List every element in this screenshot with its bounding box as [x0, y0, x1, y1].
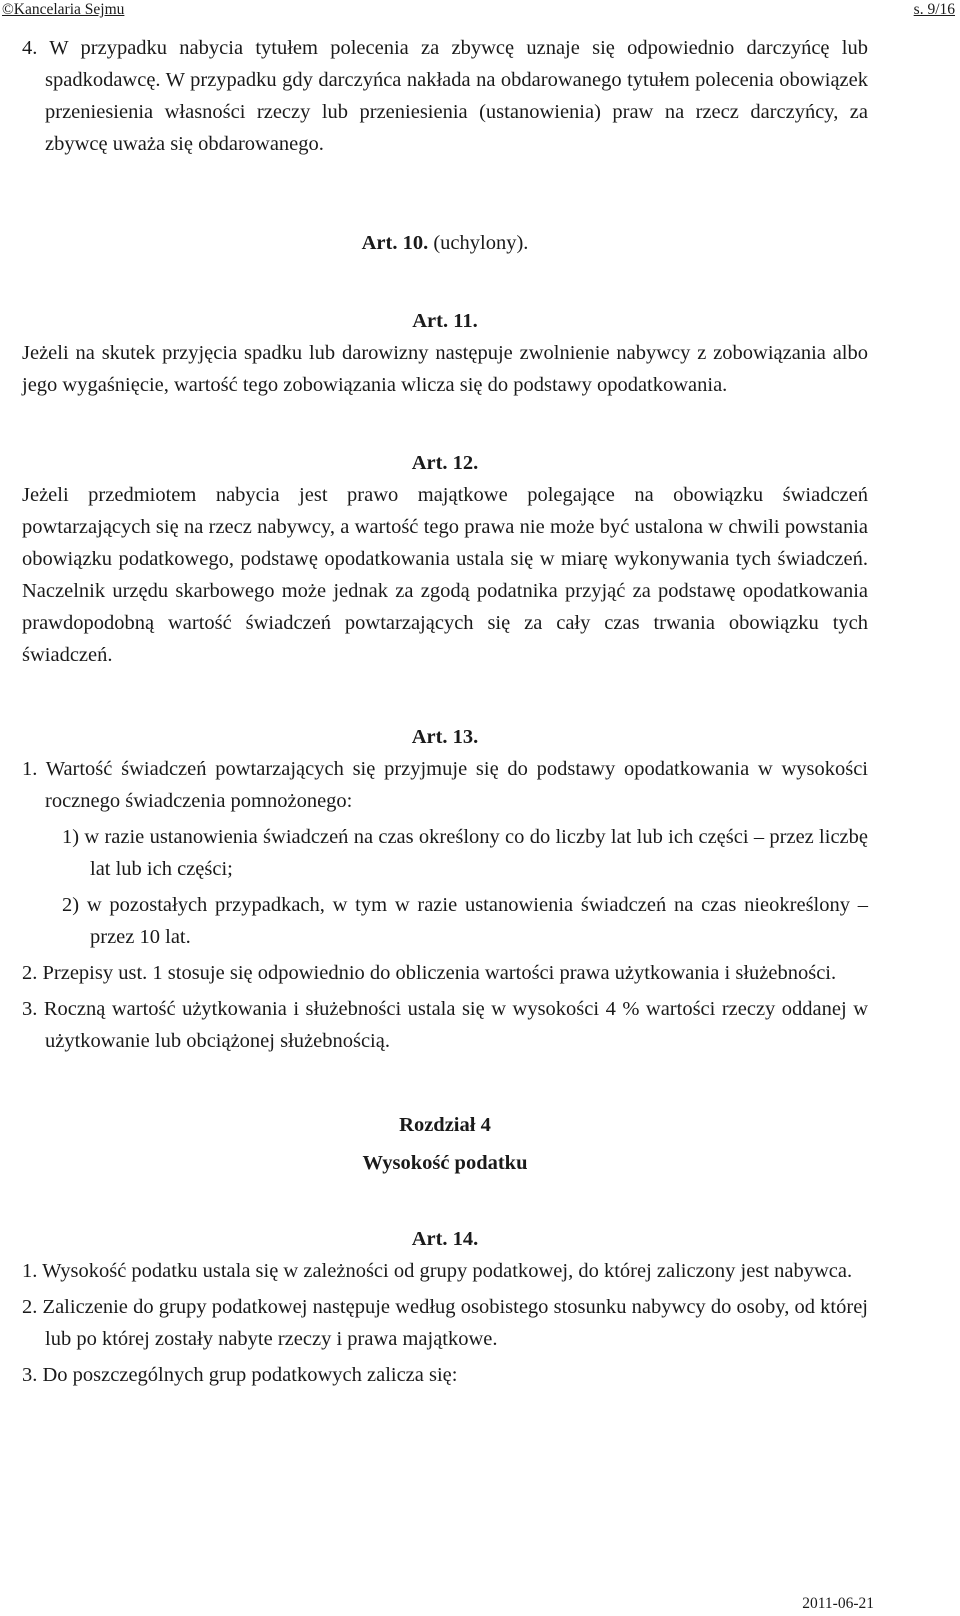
page-header — [0, 0, 960, 22]
article-14-heading: Art. 14. — [411, 1228, 479, 1250]
article-13-paragraph-1: 1. Wartość świadczeń powtarzających się przyjmuje się do podstawy opodatkowania w wysokości rocznego świadczenia pomnożonego: — [22, 758, 868, 812]
article-10-label: Art. 10. — [361, 232, 429, 254]
article-13-paragraph-2: 2. Przepisy ust. 1 stosuje się odpowiednio do obliczenia wartości prawa użytkowania i służebności. — [22, 962, 837, 984]
article-11-heading: Art. 11. — [412, 310, 478, 332]
article-12-heading: Art. 12. — [411, 452, 479, 474]
article-10-status: (uchylony). — [428, 232, 529, 254]
article-12-text: Jeżeli przedmiotem nabycia jest prawo majątkowe polegające na obowiązku świadczeń powtarzających się na rzecz nabywcy, a wartość tego prawa nie może być ustalona w chwili powstania obowiązku podatkowego, podstawę opodatkowania ustala się w miarę wykonywania tych świadczeń. Naczelnik urzędu skarbowego może jednak za zgodą podatnika przyjąć za podstawę opodatkowania prawdopodobną wartość świadczeń powtarzających się za cały czas trwania obowiązku tych świadczeń. — [22, 484, 868, 666]
article-11-text: Jeżeli na skutek przyjęcia spadku lub darowizny następuje zwolnienie nabywcy z zobowiązania albo jego wygaśnięcie, wartość tego zobowiązania wlicza się do podstawy opodatkowania. — [22, 342, 868, 396]
paragraph-4: 4. W przypadku nabycia tytułem polecenia za zbywcę uznaje się odpowiednio darczyńcę lub spadkodawcę. W przypadku gdy darczyńca nakłada na obdarowanego tytułem polecenia obowiązek przeniesienia własności rzeczy lub przeniesienia (ustanowienia) praw na rzecz darczyńcy, za zbywcę uważa się obdarowanego. — [22, 37, 868, 155]
chapter-number: Rozdział 4 — [399, 1114, 491, 1136]
source-label: ©Kancelaria Sejmu — [2, 1, 125, 18]
article-14-paragraph-2: 2. Zaliczenie do grupy podatkowej następuje według osobistego stosunku nabywcy do osoby, od której lub po której zostały nabyte rzeczy i prawa majątkowe. — [22, 1296, 868, 1350]
article-14-paragraph-1: 1. Wysokość podatku ustala się w zależności od grupy podatkowej, do której zaliczony jest nabywca. — [22, 1260, 853, 1282]
article-13-point-1: 1) w razie ustanowienia świadczeń na czas określony co do liczby lat lub ich części – przez liczbę lat lub ich części; — [62, 826, 868, 880]
article-13-heading: Art. 13. — [411, 726, 479, 748]
page-number: s. 9/16 — [913, 1, 955, 18]
chapter-title: Wysokość podatku — [362, 1152, 528, 1174]
footer-date: 2011-06-21 — [802, 1595, 874, 1612]
article-14-paragraph-3: 3. Do poszczególnych grup podatkowych zalicza się: — [22, 1364, 458, 1386]
article-10-heading — [22, 227, 868, 259]
article-13-paragraph-3: 3. Roczną wartość użytkowania i służebności ustala się w wysokości 4 % wartości rzeczy oddanej w użytkowanie lub obciążonej służebnością. — [22, 998, 868, 1052]
article-13-point-2: 2) w pozostałych przypadkach, w tym w razie ustanowienia świadczeń na czas nieokreślony – przez 10 lat. — [62, 894, 868, 948]
document-body — [22, 32, 868, 1391]
